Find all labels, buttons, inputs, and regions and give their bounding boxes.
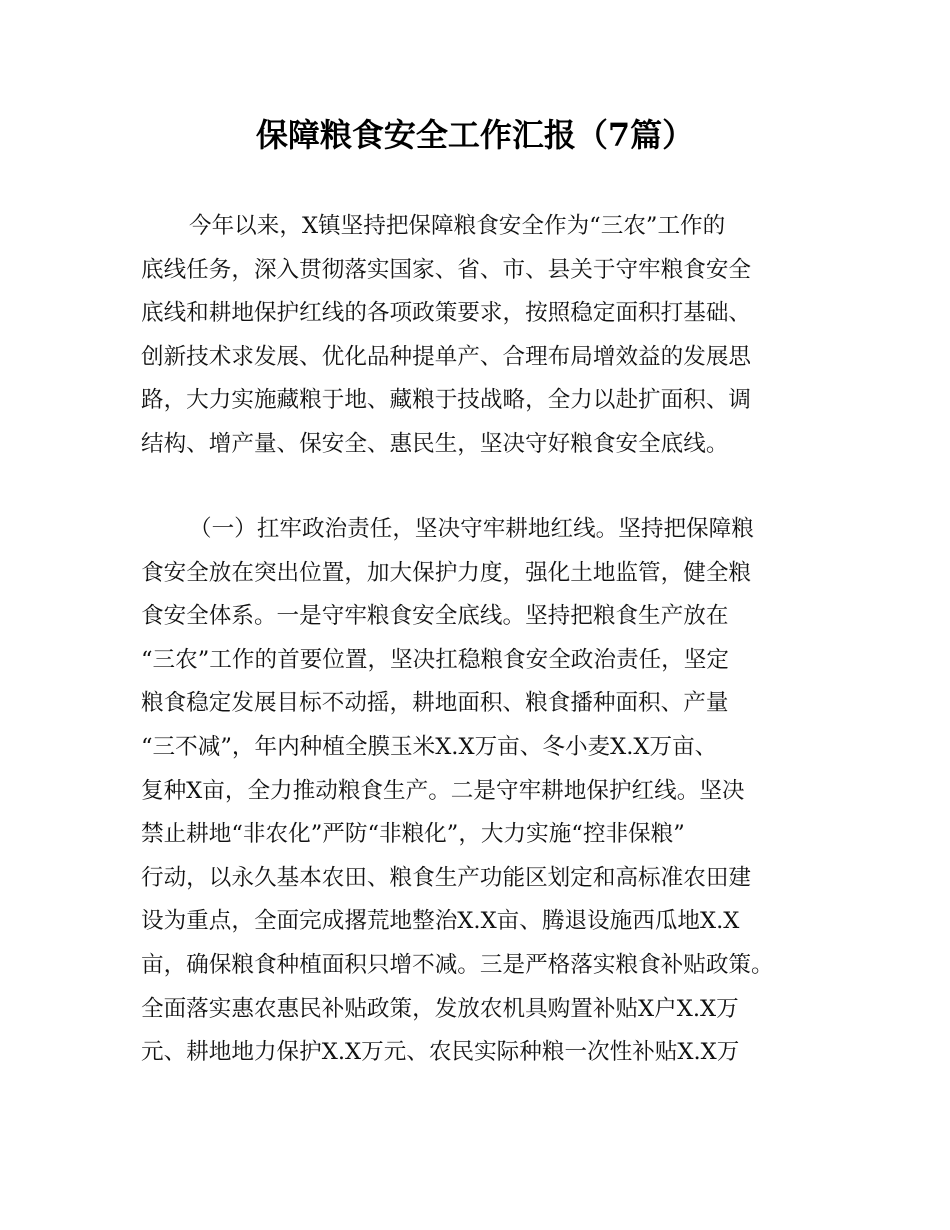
paragraph-line: 食安全体系。一是守牢粮食安全底线。坚持把粮食生产放在 bbox=[141, 603, 729, 630]
paragraph-line: 全面落实惠农惠民补贴政策，发放农机具购置补贴X户X.X万 bbox=[141, 995, 739, 1022]
document-title: 保障粮食安全工作汇报（7篇） bbox=[255, 116, 695, 154]
paragraph-line: 复种X亩，全力推动粮食生产。二是守牢耕地保护红线。坚决 bbox=[141, 777, 745, 804]
paragraph-line: 底线任务，深入贯彻落实国家、省、市、县关于守牢粮食安全 bbox=[141, 256, 752, 283]
paragraph-line: “三不减”，年内种植全膜玉米X.X万亩、冬小麦X.X万亩、 bbox=[141, 733, 718, 760]
paragraph-line: 今年以来，X镇坚持把保障粮食安全作为“三农”工作的 bbox=[189, 213, 726, 239]
paragraph-line: 底线和耕地保护红线的各项政策要求，按照稳定面积打基础、 bbox=[141, 300, 752, 327]
paragraph-line: 亩，确保粮食种植面积只增不减。三是严格落实粮食补贴政策。 bbox=[141, 951, 774, 978]
paragraph-line: 路，大力实施藏粮于地、藏粮于技战略，全力以赴扩面积、调 bbox=[141, 387, 752, 414]
section-one-paragraph bbox=[141, 508, 831, 1075]
paragraph-line: 行动，以永久基本农田、粮食生产功能区划定和高标准农田建 bbox=[141, 864, 752, 891]
paragraph-line: 创新技术求发展、优化品种提单产、合理布局增效益的发展思 bbox=[141, 343, 752, 370]
paragraph-line: 结构、增产量、保安全、惠民生，坚决守好粮食安全底线。 bbox=[141, 430, 729, 457]
paragraph-line: 设为重点，全面完成撂荒地整治X.X亩、腾退设施西瓜地X.X bbox=[141, 908, 740, 935]
paragraph-line: 粮食稳定发展目标不动摇，耕地面积、粮食播种面积、产量 bbox=[141, 690, 729, 717]
intro-paragraph bbox=[141, 205, 831, 467]
paragraph-line: 食安全放在突出位置，加大保护力度，强化土地监管，健全粮 bbox=[141, 559, 752, 586]
paragraph-line: “三农”工作的首要位置，坚决扛稳粮食安全政治责任，坚定 bbox=[141, 646, 729, 673]
paragraph-line: 元、耕地地力保护X.X万元、农民实际种粮一次性补贴X.X万 bbox=[141, 1039, 740, 1066]
paragraph-line: 禁止耕地“非农化”严防“非粮化”，大力实施“控非保粮” bbox=[141, 821, 685, 848]
paragraph-line: （一）扛牢政治责任，坚决守牢耕地红线。坚持把保障粮 bbox=[189, 516, 754, 542]
